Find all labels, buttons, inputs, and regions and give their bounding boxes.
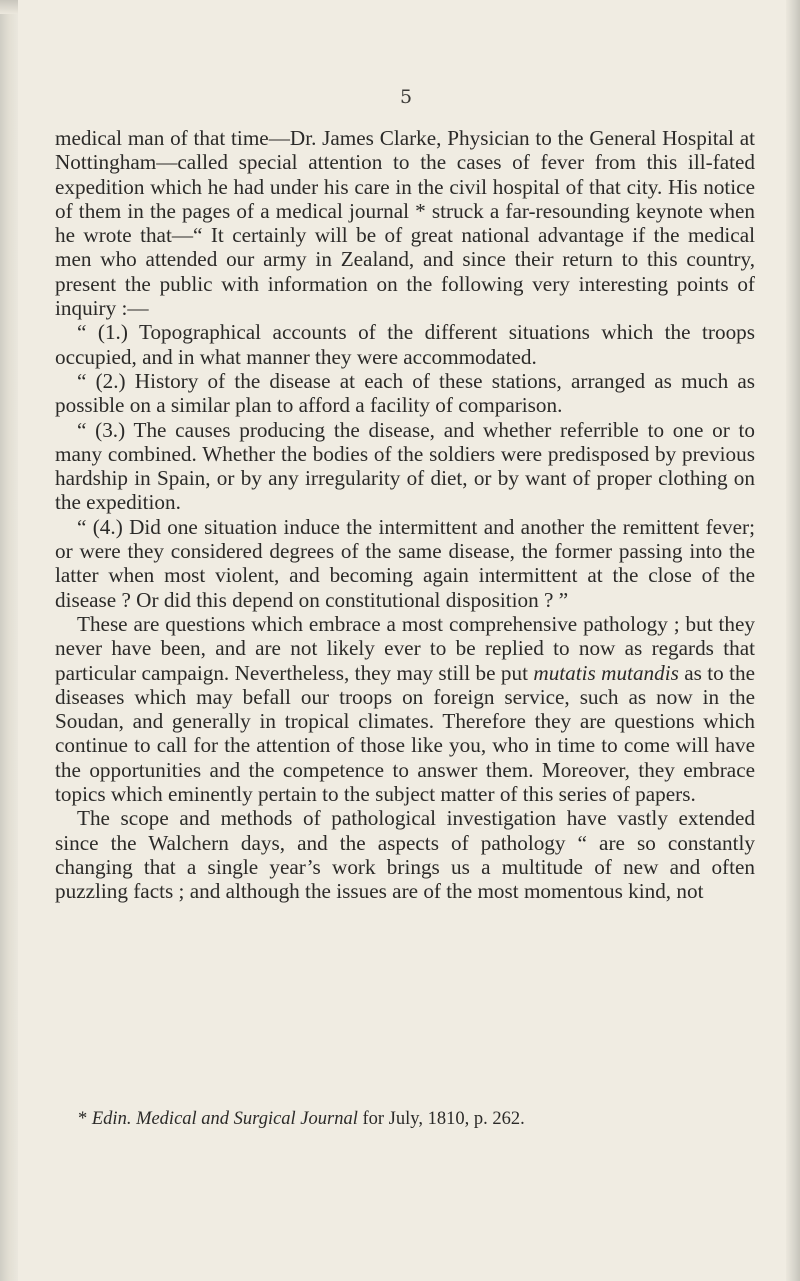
paragraph: “ (2.) History of the disease at each of these stations, arranged as much as possible on a similar plan to afford a facility of comparison.: [55, 368, 755, 418]
paragraph-text: as to the diseases which may befall our troops on foreign service, such as now in the Soudan, and generally in tropical climates. Therefore they are questions which continue to call for the attention of those like you, who in time to come will have the opportunities and the competence to answer them. Moreover, they embrace topics which eminently pertain to the subject matter of this series of papers.: [55, 660, 756, 807]
paragraph: medical man of that time—Dr. James Clarke, Physician to the General Hospital at Nottingham—called special attention to the cases of fever from this ill-fated expedition which he had under his care in the civil hospital of that city. His notice of them in the pages of a medical journal * struck a far-resounding keynote when he wrote that—“ It certainly will be of great national advantage if the medical men who attended our army in Zealand, and since their return to this country, present the public with information on the following very interesting points of inquiry :—: [55, 126, 755, 321]
body-text: [55, 126, 755, 904]
paragraph-text: These are questions which embrace a most comprehensive pathology ; but they never have been, and are not likely ever to be replied to now as regards that particular campaign. Nevertheless, they may still be put: [55, 611, 755, 685]
footnote-marker: *: [78, 1109, 88, 1129]
page-number: 5: [400, 86, 413, 108]
italic-phrase: mutatis mutandis: [533, 660, 679, 685]
paragraph: “ (1.) Topographical accounts of the different situations which the troops occupied, and in what manner they were accommodated.: [55, 320, 755, 369]
paragraph: The scope and methods of pathological investigation have vastly extended since the Walchern days, and the aspects of pathology “ are so constantly changing that a single year’s work brings us a multitude of new and often puzzling facts ; and although the issues are of the most momentous kind, not: [55, 806, 755, 904]
paragraph: [55, 612, 755, 806]
page-right-edge: [786, 0, 800, 1281]
paragraph: “ (3.) The causes producing the disease, and whether referrible to one or to many combined. Whether the bodies of the soldiers were predisposed by previous hardship in Spain, or by any irregularity of diet, or by want of proper clothing on the expedition.: [55, 417, 755, 515]
footnote: [78, 1108, 758, 1130]
footnote-source: Edin. Medical and Surgical Journal: [91, 1109, 358, 1129]
footnote-citation: for July, 1810, p. 262.: [357, 1109, 525, 1129]
paragraph: “ (4.) Did one situation induce the intermittent and another the remittent fever; or were they considered degrees of the same disease, the former passing into the latter when most violent, and becoming again intermittent at the close of the disease ? Or did this depend on constitutional disposition ? ”: [55, 514, 755, 612]
